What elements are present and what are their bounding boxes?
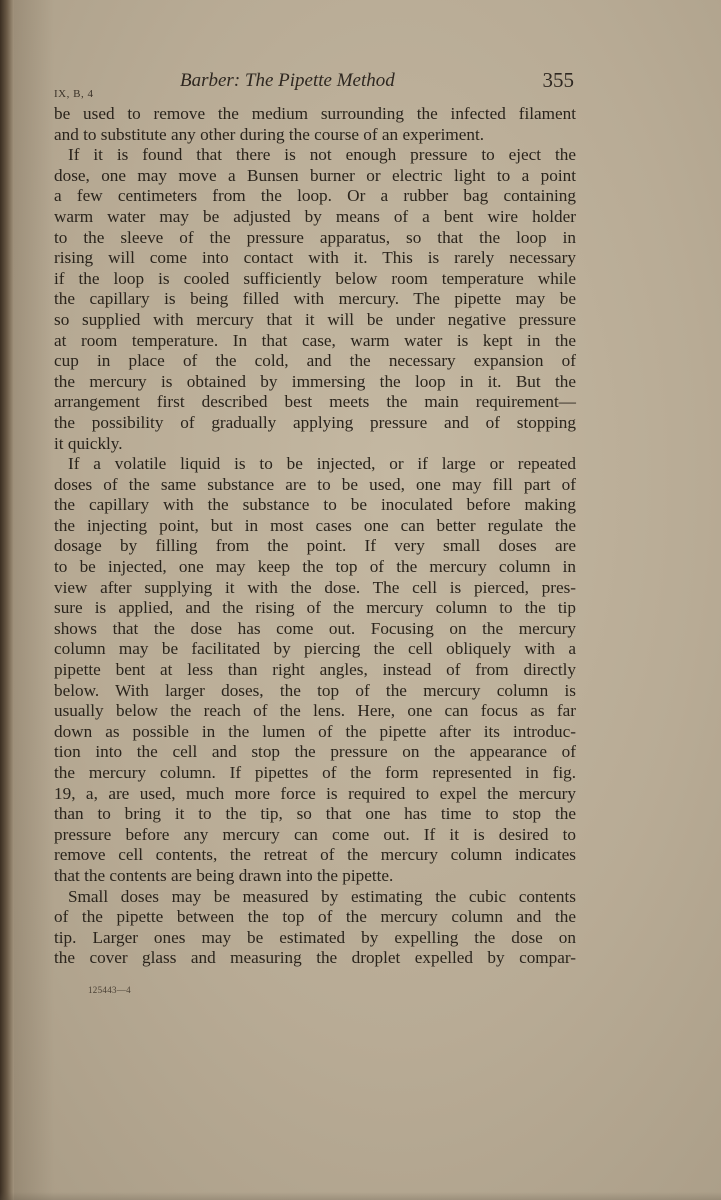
- text-line: down as possible in the lumen of the pipette after its introduc-: [54, 721, 576, 741]
- section-mark: IX, B, 4: [54, 88, 94, 100]
- text-line: cup in place of the cold, and the necessary expansion of: [54, 351, 576, 371]
- text-line: so supplied with mercury that it will be under negative pressure: [54, 309, 576, 329]
- text-line: pipette bent at less than right angles, instead of from directly: [54, 660, 576, 680]
- text-line: dosage by filling from the point. If very small doses are: [54, 536, 576, 556]
- text-line: sure is applied, and the rising of the mercury column to the tip: [54, 598, 576, 618]
- text-line: to be injected, one may keep the top of the mercury column in: [54, 557, 576, 577]
- text-line: the capillary is being filled with mercury. The pipette may be: [54, 289, 576, 309]
- gutter-shade: [14, 0, 54, 1200]
- text-line: the capillary with the substance to be inoculated before making: [54, 495, 576, 515]
- text-line: that the contents are being drawn into the pipette.: [54, 865, 394, 885]
- text-line: to the sleeve of the pressure apparatus, so that the loop in: [54, 227, 576, 247]
- text-line: the mercury column. If pipettes of the form represented in fig.: [54, 763, 576, 782]
- text-line: column may be facilitated by piercing the cell obliquely with a: [54, 639, 576, 659]
- text-line: the injecting point, but in most cases one can better regulate the: [54, 515, 576, 535]
- text-line: view after supplying it with the dose. The cell is pierced, pres-: [54, 577, 576, 597]
- text-line: arrangement first described best meets the main requirement—: [54, 392, 576, 412]
- text-line: If a volatile liquid is to be injected, or if large or repeated: [68, 454, 576, 474]
- text-line: if the loop is cooled sufficiently below room temperature while: [54, 268, 576, 288]
- printer-signature: 125443—4: [88, 985, 131, 995]
- text-line: tion into the cell and stop the pressure on the appearance of: [54, 742, 576, 762]
- text-line: it quickly.: [54, 433, 123, 453]
- text-line: at room temperature. In that case, warm water is kept in the: [54, 330, 576, 350]
- text-line: rising will come into contact with it. This is rarely necessary: [54, 248, 576, 268]
- text-line: the cover glass and measuring the droplet expelled by compar-: [54, 948, 576, 968]
- bottom-edge-shade: [0, 1192, 721, 1200]
- text-line: dose, one may move a Bunsen burner or electric light to a point: [54, 165, 576, 185]
- text-line: than to bring it to the tip, so that one has time to stop the: [54, 804, 576, 824]
- text-line: of the pipette between the top of the mercury column and the: [54, 907, 576, 927]
- text-line: be used to remove the medium surrounding the infected filament: [54, 104, 576, 123]
- text-line: usually below the reach of the lens. Here, one can focus as far: [54, 701, 576, 721]
- text-line: shows that the dose has come out. Focusing on the mercury: [54, 618, 576, 638]
- text-line: a few centimeters from the loop. Or a rubber bag containing: [54, 186, 576, 206]
- text-line: 19, a, are used, much more force is required to expel the mercury: [54, 783, 576, 803]
- text-line: doses of the same substance are to be used, one may fill part of: [54, 474, 576, 494]
- body-text: [54, 104, 576, 969]
- book-binding-shadow: [0, 0, 14, 1200]
- text-line: tip. Larger ones may be estimated by expelling the dose on: [54, 927, 576, 947]
- text-line: warm water may be adjusted by means of a bent wire holder: [54, 206, 576, 226]
- text-line: below. With larger doses, the top of the mercury column is: [54, 680, 576, 700]
- running-title: Barber: The Pipette Method: [180, 70, 395, 91]
- running-head: [40, 66, 580, 100]
- text-line: and to substitute any other during the course of an experiment.: [54, 124, 485, 144]
- text-line: remove cell contents, the retreat of the mercury column indicates: [54, 845, 576, 865]
- text-line: pressure before any mercury can come out. If it is desired to: [54, 824, 576, 844]
- text-line: If it is found that there is not enough pressure to eject the: [68, 145, 576, 165]
- page-number: 355: [542, 68, 574, 92]
- text-line: Small doses may be measured by estimating the cubic contents: [68, 886, 576, 906]
- text-line: the mercury is obtained by immersing the loop in it. But the: [54, 371, 576, 391]
- text-line: the possibility of gradually applying pressure and of stopping: [54, 412, 576, 432]
